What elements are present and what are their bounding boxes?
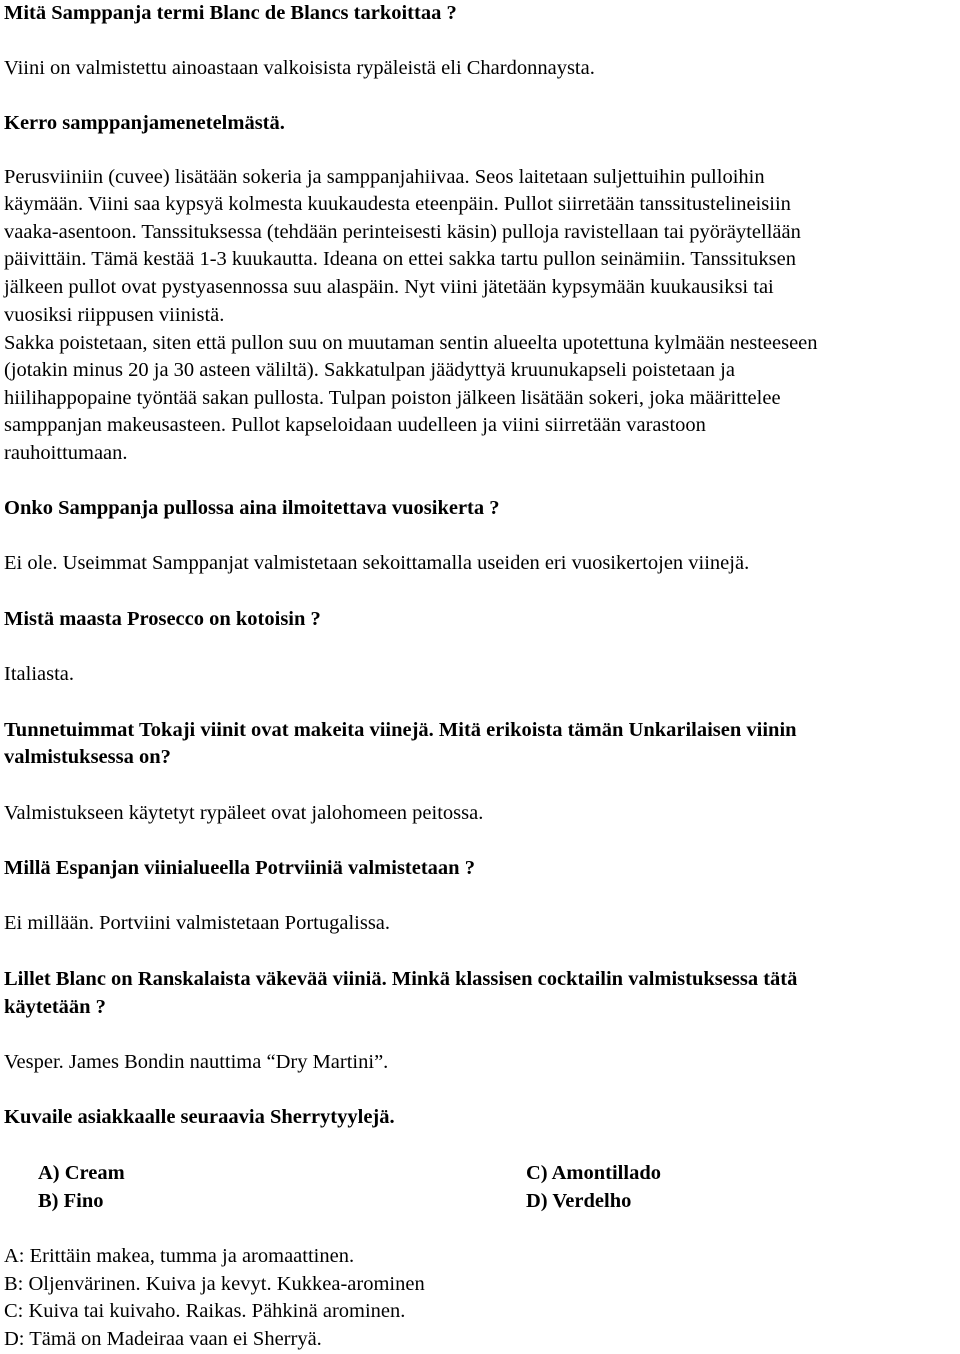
answer-2-line: jälkeen pullot ovat pystyasennossa suu alaspäin. Nyt viini jätetään kypsymään kuukausiksi tai xyxy=(4,276,774,298)
answer-2-line xyxy=(4,219,801,247)
question-8: Kuvaile asiakkaalle seuraavia Sherrytyylejä. xyxy=(4,1106,395,1128)
question-7-line-2: käytetään ? xyxy=(4,996,106,1018)
option-c: C) Amontillado xyxy=(526,1162,661,1184)
answer-1: Viini on valmistettu ainoastaan valkoisista rypäleistä eli Chardonnaysta. xyxy=(4,57,595,79)
question-7-line-1: Lillet Blanc on Ranskalaista väkevää viiniä. Minkä klassisen cocktailin valmistuksessa tätä xyxy=(4,968,798,990)
answer-2-text: Perusviiniin (cuvee) lisätään sokeria ja samppanjahiivaa. xyxy=(4,166,470,188)
question-2: Kerro samppanjamenetelmästä. xyxy=(4,112,285,134)
answer-5: Valmistukseen käytetyt rypäleet ovat jalohomeen peitossa. xyxy=(4,802,484,824)
question-3: Onko Samppanja pullossa aina ilmoitettava vuosikerta ? xyxy=(4,497,500,519)
answer-2-line: hiilihappopaine työntää sakan pullosta. Tulpan poiston jälkeen lisätään sokeri, joka määrittelee xyxy=(4,387,781,409)
option-a: A) Cream xyxy=(38,1162,125,1184)
question-4: Mistä maasta Prosecco on kotoisin ? xyxy=(4,608,321,630)
sherry-answer-c: C: Kuiva tai kuivaho. Raikas. Pähkinä arominen. xyxy=(4,1300,406,1322)
sherry-answer-b: B: Oljenvärinen. Kuiva ja kevyt. Kukkea-arominen xyxy=(4,1273,425,1295)
option-d: D) Verdelho xyxy=(526,1190,632,1212)
answer-2-line: (jotakin minus 20 ja 30 asteen väliltä). Sakkatulpan jäädyttyä kruunukapseli poistetaan ja xyxy=(4,359,735,381)
answer-2-text: Tanssituksessa (tehdään perinteisesti käsin) pulloja ravistellaan tai pyöräytellään xyxy=(136,221,801,243)
option-b: B) Fino xyxy=(38,1190,104,1212)
answer-2-text: Seos laitetaan suljettuihin pulloihin xyxy=(469,166,765,188)
answer-4: Italiasta. xyxy=(4,663,75,685)
answer-7: Vesper. James Bondin nauttima “Dry Martini”. xyxy=(4,1051,389,1073)
answer-2-line: päivittäin. Tämä kestää 1-3 kuukautta. Ideana on ettei sakka tartu pullon seinämiin. Tanssituksen xyxy=(4,248,796,270)
question-5-line-1: Tunnetuimmat Tokaji viinit ovat makeita viinejä. Mitä erikoista tämän Unkarilaisen viinin xyxy=(4,719,797,741)
sherry-answer-a: A: Erittäin makea, tumma ja aromaattinen. xyxy=(4,1245,355,1267)
question-6: Millä Espanjan viinialueella Potrviiniä valmistetaan ? xyxy=(4,857,475,879)
question-1: Mitä Samppanja termi Blanc de Blancs tarkoittaa ? xyxy=(4,2,457,24)
answer-6: Ei millään. Portviini valmistetaan Portugalissa. xyxy=(4,912,391,934)
answer-2-line: käymään. Viini saa kypsyä kolmesta kuukaudesta eteenpäin. Pullot siirretään tanssitustelineisiin xyxy=(4,193,791,215)
question-5-line-2: valmistuksessa on? xyxy=(4,746,171,768)
answer-2-line: vuosiksi riippusen viinistä. xyxy=(4,304,225,326)
answer-2-line: Sakka poistetaan, siten että pullon suu on muutaman sentin alueelta upotettuna kylmään nesteeseen xyxy=(4,332,818,354)
answer-2-line xyxy=(4,164,765,192)
answer-2-line: rauhoittumaan. xyxy=(4,442,128,464)
sherry-answer-d: D: Tämä on Madeiraa vaan ei Sherryä. xyxy=(4,1328,322,1350)
answer-2-text: vaaka-asentoon. xyxy=(4,221,137,243)
answer-3: Ei ole. Useimmat Samppanjat valmistetaan sekoittamalla useiden eri vuosikertojen viinejä. xyxy=(4,552,750,574)
answer-2-line: samppanjan makeusasteen. Pullot kapseloidaan uudelleen ja viini siirretään varastoon xyxy=(4,414,706,436)
